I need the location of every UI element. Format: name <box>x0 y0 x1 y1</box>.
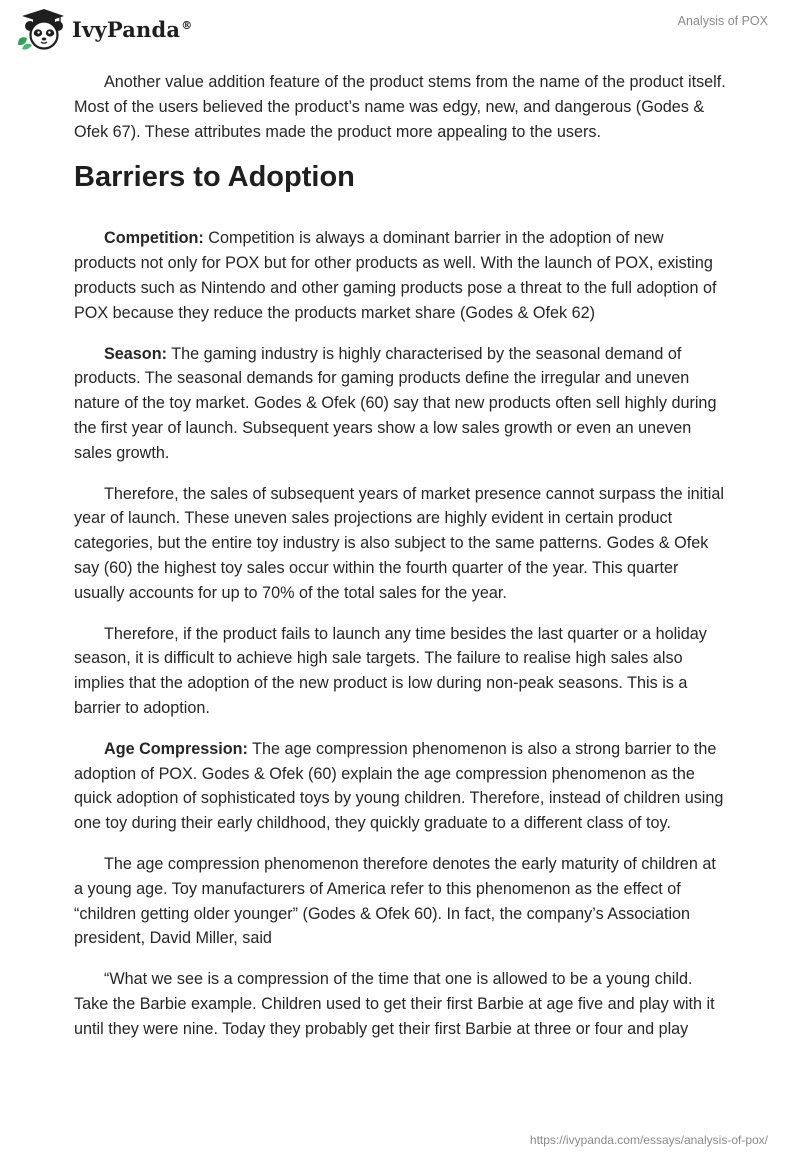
label-age-compression: Age Compression: <box>104 739 248 758</box>
paragraph-value-addition: Another value addition feature of the product stems from the name of the product itself. Most of the users believed the product’s name was edgy, new, and dangerous (Godes & Ofek 67). These attributes made the product more appealing to the users. <box>74 73 726 141</box>
label-season: Season: <box>104 344 167 363</box>
paragraph-competition: Competition: Competition is always a dominant barrier in the adoption of new products not only for POX but for other products as well. With the launch of POX, existing products such as Nintendo and other gaming products pose a threat to the full adoption of POX because they reduce the products market share (Godes & Ofek 62) <box>74 229 717 322</box>
ivypanda-logo[interactable] <box>14 7 192 51</box>
paragraph-launch-quarter: Therefore, if the product fails to launch any time besides the last quarter or a holiday season, it is difficult to achieve high sale targets. The failure to realise high sales also implies that the adoption of the new product is low during non-peak seasons. This is a barrier to adoption. <box>74 624 707 717</box>
document-title: Analysis of POX <box>677 14 768 28</box>
essay-content <box>74 70 726 1058</box>
paragraph-early-maturity: The age compression phenomenon therefore denotes the early maturity of children at a young age. Toy manufacturers of America refer to this phenomenon as the effect of “children getting older younger” (Godes & Ofek 60). In fact, the company’s Association president, David Miller, said <box>74 854 716 948</box>
panda-graduate-logo-icon <box>14 7 66 51</box>
paragraph-sales-launch: Therefore, the sales of subsequent years of market presence cannot surpass the initial year of launch. These uneven sales projections are highly evident in certain product categories, but the entire toy industry is also subject to the same patterns. Godes & Ofek say (60) the highest toy sales occur within the fourth quarter of the year. This quarter usually accounts for up to 70% of the total sales for the year. <box>74 484 724 602</box>
label-competition: Competition: <box>104 229 204 248</box>
brand-name: IvyPanda® <box>72 16 193 42</box>
page-header <box>0 0 800 60</box>
paragraph-age-compression: Age Compression: The age compression phenomenon is also a strong barrier to the adoption of POX. Godes & Ofek (60) explain the age compression phenomenon as the quick adoption of sophisticated toys by young children. Therefore, instead of children using one toy during their early childhood, they quickly graduate to a different class of toy. <box>74 739 724 833</box>
paragraph-season: Season: The gaming industry is highly characterised by the seasonal demand of products. The seasonal demands for gaming products define the irregular and uneven nature of the toy market. Godes & Ofek (60) say that new products often sell highly during the first year of launch. Subsequent years show a low sales growth or even an uneven sales growth. <box>74 344 717 462</box>
footer-url[interactable]: https://ivypanda.com/essays/analysis-of-pox/ <box>529 1133 768 1147</box>
paragraph-quote: “What we see is a compression of the time that one is allowed to be a young child. Take the Barbie example. Children used to get their first Barbie at age five and play with it until they were nine. Today they probably get their first Barbie at three or four and play <box>74 970 715 1038</box>
section-heading-barriers: Barriers to Adoption <box>74 161 355 194</box>
